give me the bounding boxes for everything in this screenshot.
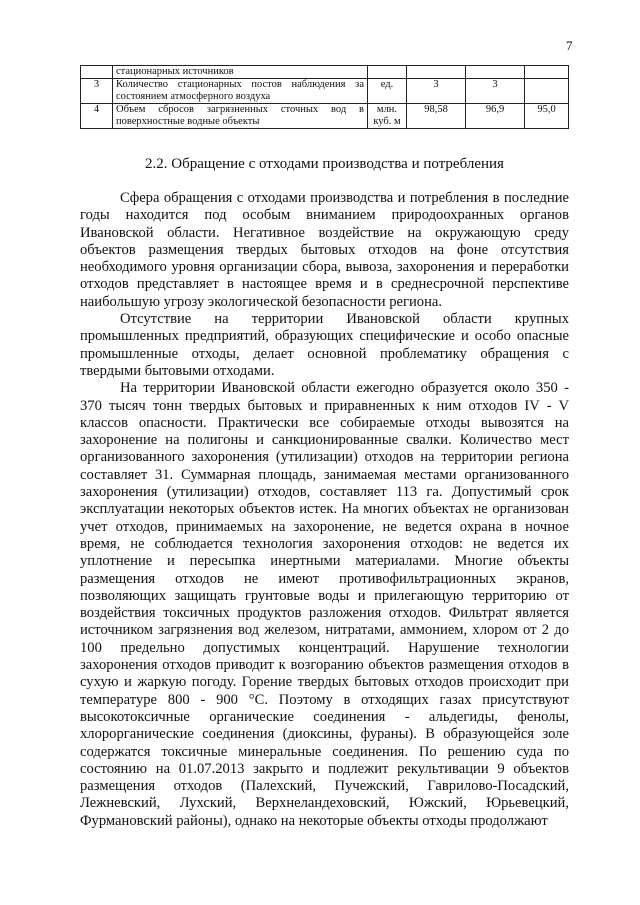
table-cell-num: 3 xyxy=(81,79,113,104)
table-cell-value xyxy=(466,66,525,79)
paragraph: На территории Ивановской области ежегодно образуется около 350 - 370 тысяч тонн твердых бытовых и приравненных к ним отходов IV - V классов опасности. Практически все собираемые отходы вывозятся на захоронение на полигоны и санкционированные свалки. Количество мест организованного захоронения (утилизации) отходов на территории региона составляет 31. Суммарная площадь, занимаемая местами организованного захоронения (утилизации) отходов, составляет 113 га. Допустимый срок эксплуатации некоторых объектов истек. На многих объектах не организован учет отходов, принимаемых на захоронение, не ведется охрана в ночное время, не соблюдается технология захоронения отходов: не ведется их уплотнение и пересыпка инертными материалами. Многие объекты размещения отходов не имеют противофильтрационных экранов, позволяющих защищать грунтовые воды и прилегающую территорию от воздействия токсичных продуктов разложения отходов. Фильтрат является источником загрязнения вод железом, нитратами, аммонием, хлором от 2 до 100 предельно допустимых концентраций. Нарушение технологии захоронения отходов приводит к возгоранию объектов размещения отходов в сухую и жаркую погоду. Горение твердых бытовых отходов происходит при температуре 800 - 900 °С. Поэтому в отходящих газах присутствуют высокотоксичные органические соединения - альдегиды, фенолы, хлорорганические соединения (диоксины, фураны). В образующейся золе содержатся токсичные минеральные соединения. По решению суда по состоянию на 01.07.2013 закрыто и подлежит рекультивации 9 объектов размещения отходов (Палехский, Пучежский, Гаврилово-Посадский, Лежневский, Лухский, Верхнеландеховский, Южский, Юрьевецкий, Фурмановский районы), однако на некоторые объекты отходы продолжают xyxy=(80,380,569,829)
table-cell-name: Количество стационарных постов наблюдения за состоянием атмосферного воздуха xyxy=(113,79,368,104)
indicators-table xyxy=(80,65,569,129)
table-cell-unit xyxy=(368,66,407,79)
table-cell-value: 98,58 xyxy=(407,104,466,129)
paragraph: Сфера обращения с отходами производства и потребления в последние годы находится под особым вниманием природоохранных органов Ивановской области. Негативное воздействие на окружающую среду объектов размещения твердых бытовых отходов на фоне отсутствия необходимого уровня организации сбора, вывоза, захоронения и переработки отходов представляет в настоящее время и в среднесрочной перспективе наибольшую угрозу экологической безопасности региона. xyxy=(80,190,569,310)
page-number: 7 xyxy=(566,38,573,53)
paragraph: Отсутствие на территории Ивановской области крупных промышленных предприятий, образующих специфические и особо опасные промышленные отходы, делает основной проблематику обращения с твердыми бытовыми отходами. xyxy=(80,311,569,379)
table-cell-name: Объем сбросов загрязненных сточных вод в поверхностные водные объекты xyxy=(113,104,368,129)
table-row xyxy=(81,104,569,129)
table-cell-num xyxy=(81,66,113,79)
table-cell-value xyxy=(407,66,466,79)
table-cell-value: 3 xyxy=(407,79,466,104)
table-cell-value xyxy=(525,79,569,104)
table-cell-value xyxy=(525,66,569,79)
document-body xyxy=(80,190,569,830)
table-cell-num: 4 xyxy=(81,104,113,129)
table-cell-name: стационарных источников xyxy=(113,66,368,79)
table-cell-value: 96,9 xyxy=(466,104,525,129)
table-cell-value: 95,0 xyxy=(525,104,569,129)
table-cell-value: 3 xyxy=(466,79,525,104)
table-cell-unit: ед. xyxy=(368,79,407,104)
table-cell-unit: млн. куб. м xyxy=(368,104,407,129)
table-row xyxy=(81,79,569,104)
section-heading: 2.2. Обращение с отходами производства и потребления xyxy=(145,156,504,172)
table-row xyxy=(81,66,569,79)
